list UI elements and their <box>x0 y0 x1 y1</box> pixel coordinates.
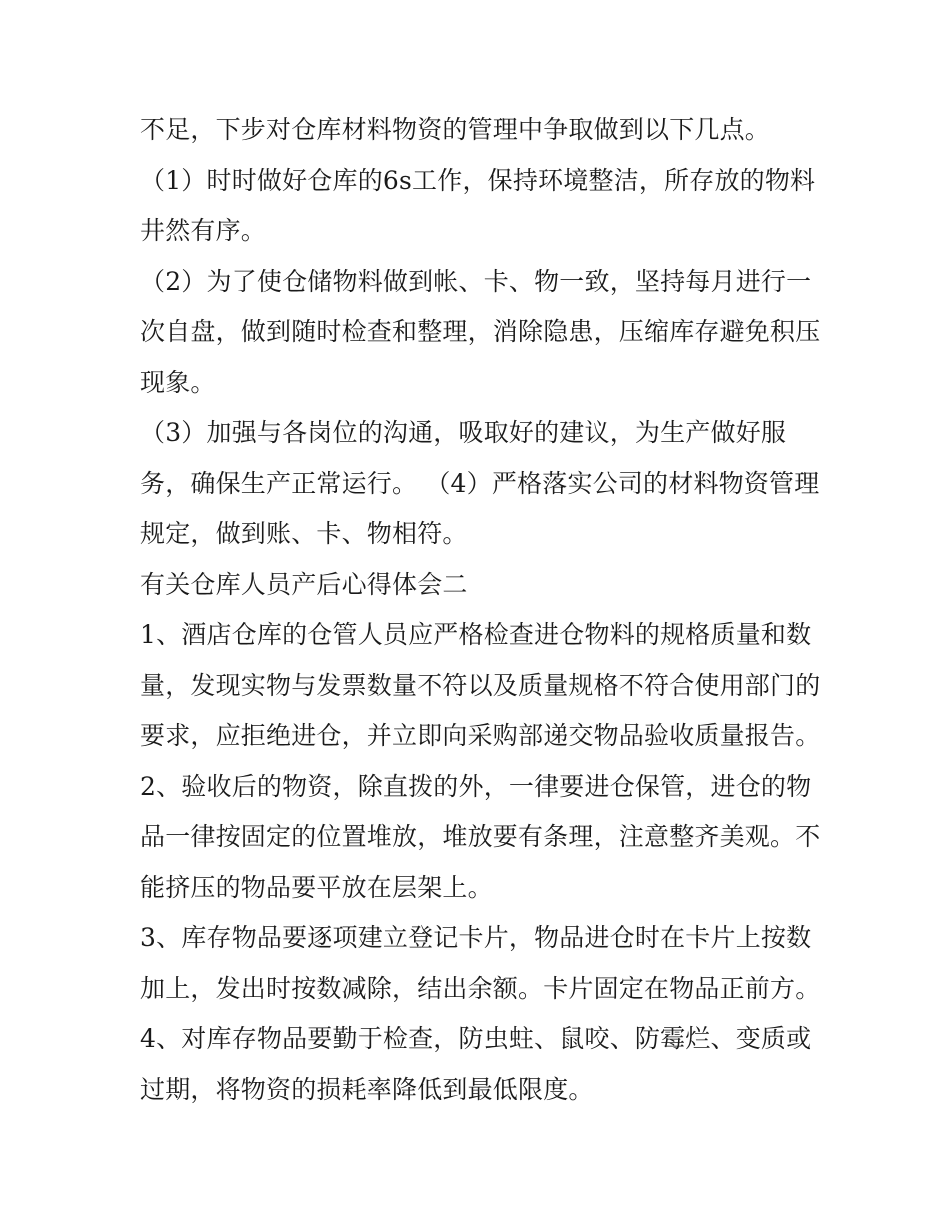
text-line: 要求，应拒绝进仓，并立即向采购部递交物品验收质量报告。 <box>140 721 821 750</box>
section-heading: 有关仓库人员产后心得体会二 <box>140 570 468 599</box>
text-line: 规定，做到账、卡、物相符。 <box>140 519 468 548</box>
text-line: 2、验收后的物资，除直拨的外，一律要进仓保管，进仓的物 <box>140 772 812 801</box>
text-line: 能挤压的物品要平放在层架上。 <box>140 873 493 902</box>
text-line: 品一律按固定的位置堆放，堆放要有条理，注意整齐美观。不 <box>140 822 821 851</box>
text-line: 不足，下步对仓库材料物资的管理中争取做到以下几点。 <box>140 115 771 144</box>
text-line: 现象。 <box>140 368 216 397</box>
text-line: 3、库存物品要逐项建立登记卡片，物品进仓时在卡片上按数 <box>140 923 812 952</box>
text-line: 量，发现实物与发票数量不符以及质量规格不符合使用部门的 <box>140 671 821 700</box>
text-line: （2）为了使仓储物料做到帐、卡、物一致，坚持每月进行一 <box>140 267 812 296</box>
text-line: （3）加强与各岗位的沟通，吸取好的建议，为生产做好服 <box>140 418 787 447</box>
text-line: 过期，将物资的损耗率降低到最低限度。 <box>140 1075 594 1104</box>
text-line: 1、酒店仓库的仓管人员应严格检查进仓物料的规格质量和数 <box>140 620 812 649</box>
text-line: （1）时时做好仓库的6s工作，保持环境整洁，所存放的物料 <box>140 166 816 195</box>
text-line: 加上，发出时按数减除，结出余额。卡片固定在物品正前方。 <box>140 974 821 1003</box>
text-line: 4、对库存物品要勤于检查，防虫蛀、鼠咬、防霉烂、变质或 <box>140 1024 812 1053</box>
text-line: 井然有序。 <box>140 216 267 245</box>
text-line: 务，确保生产正常运行。 （4）严格落实公司的材料物资管理 <box>140 469 820 498</box>
text-line: 次自盘，做到随时检查和整理，消除隐患，压缩库存避免积压 <box>140 317 821 346</box>
